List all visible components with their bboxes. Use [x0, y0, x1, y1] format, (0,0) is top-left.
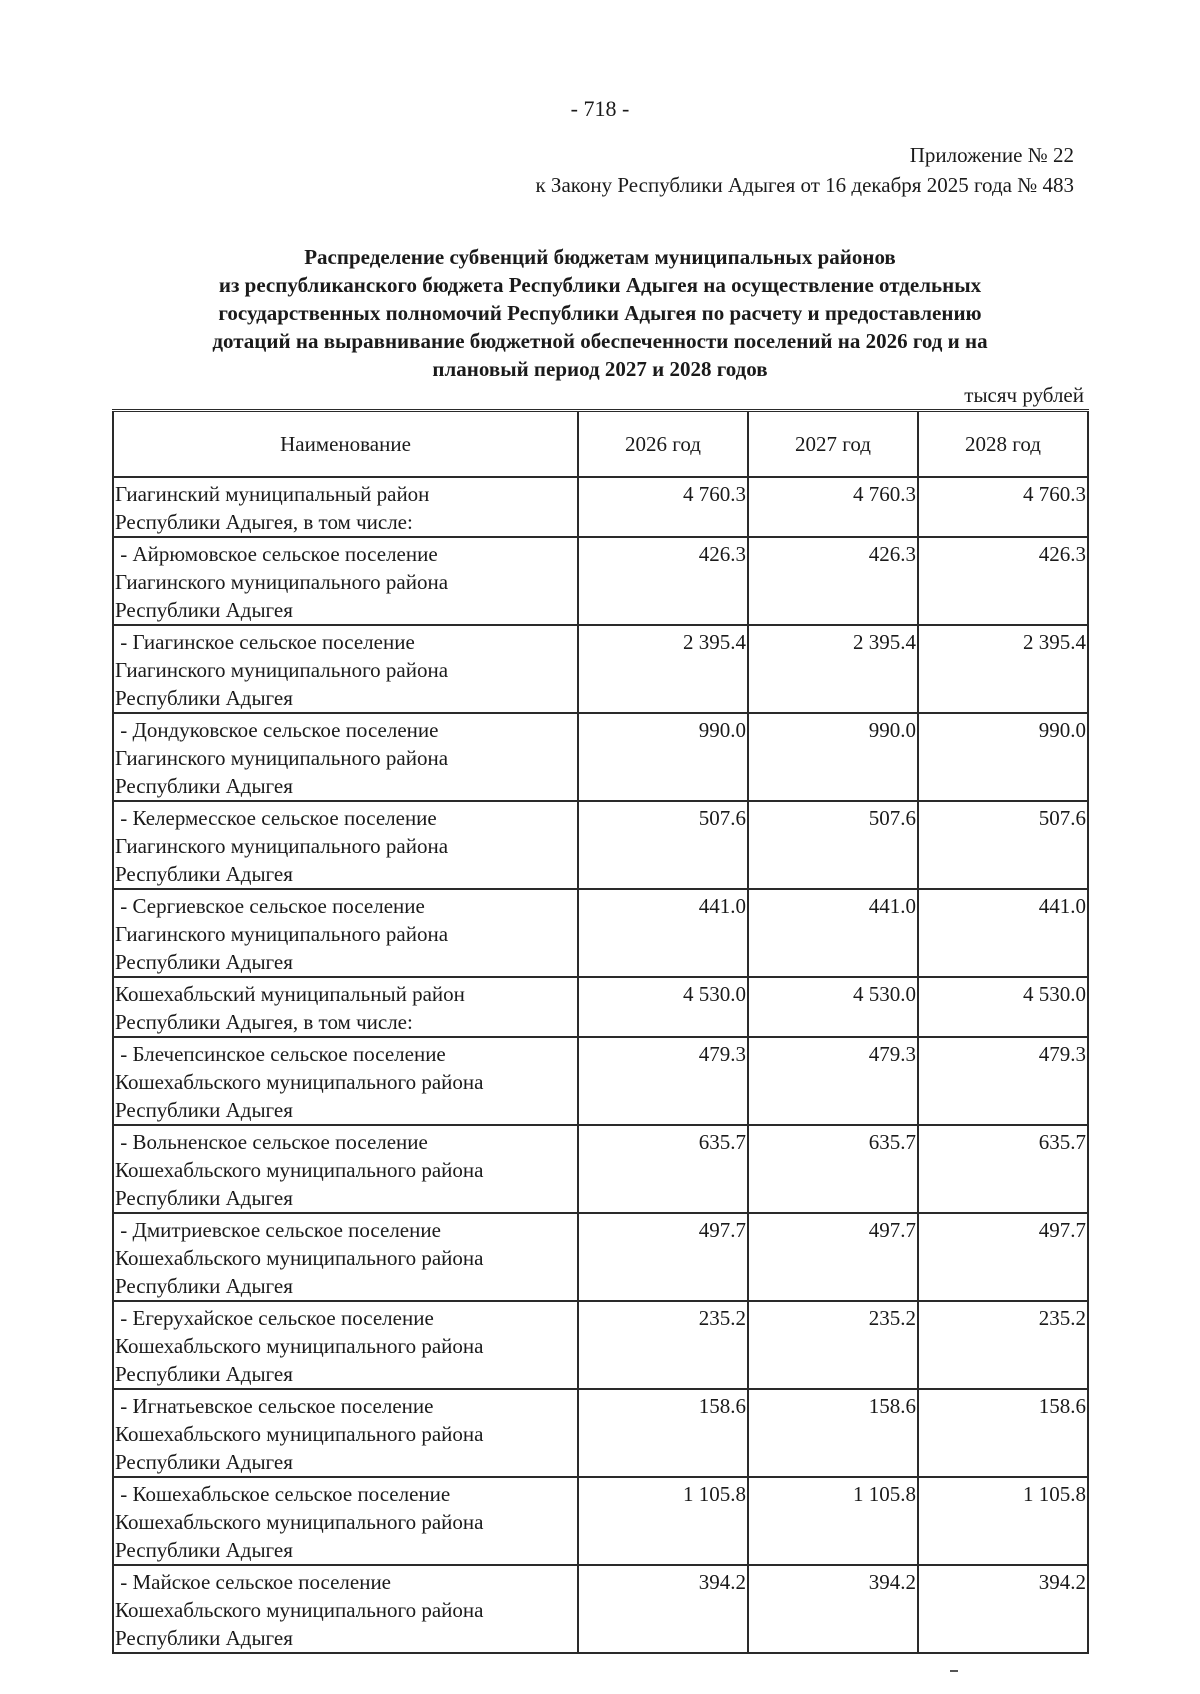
cell-name-line: Кошехабльского муниципального района	[115, 1510, 484, 1534]
table-row-settlement	[113, 1037, 1088, 1125]
table-body	[113, 477, 1088, 1653]
table-row-settlement	[113, 889, 1088, 977]
title-line: из республиканского бюджета Республики Адыгея на осуществление отдельных	[218, 273, 982, 297]
cell-name	[113, 1301, 578, 1389]
cell-name-line: - Келермесское сельское поселение	[115, 806, 437, 830]
cell-name	[113, 537, 578, 625]
cell-name-line: Кошехабльский муниципальный район	[115, 982, 465, 1006]
cell-name-line: Республики Адыгея	[115, 1450, 293, 1474]
cell-value-2026: 4 530.0	[578, 977, 748, 1037]
cell-value-2027: 394.2	[748, 1565, 918, 1653]
cell-name	[113, 1565, 578, 1653]
table-row-district	[113, 477, 1088, 537]
cell-value-2027: 635.7	[748, 1125, 918, 1213]
cell-value-2027: 235.2	[748, 1301, 918, 1389]
header-2027: 2027 год	[748, 411, 918, 478]
cell-name-line: Республики Адыгея	[115, 1362, 293, 1386]
appendix-number: Приложение № 22	[909, 143, 1074, 167]
cell-name-line: Республики Адыгея	[115, 950, 293, 974]
cell-value-2027: 426.3	[748, 537, 918, 625]
cell-name	[113, 1389, 578, 1477]
budget-table-container	[112, 409, 1088, 1654]
cell-value-2026: 479.3	[578, 1037, 748, 1125]
cell-value-2027: 1 105.8	[748, 1477, 918, 1565]
cell-name	[113, 1037, 578, 1125]
cell-value-2027: 4 760.3	[748, 477, 918, 537]
unit-label: тысяч рублей	[964, 383, 1084, 407]
cell-name-line: - Кошехабльское сельское поселение	[115, 1482, 451, 1506]
cell-value-2026: 158.6	[578, 1389, 748, 1477]
cell-value-2027: 158.6	[748, 1389, 918, 1477]
cell-value-2028: 635.7	[918, 1125, 1088, 1213]
cell-name-line: Кошехабльского муниципального района	[115, 1598, 484, 1622]
cell-name-line: - Егерухайское сельское поселение	[115, 1306, 434, 1330]
cell-name-line: Республики Адыгея	[115, 686, 293, 710]
cell-name-line: - Айрюмовское сельское поселение	[115, 542, 438, 566]
cell-name-line: - Блечепсинское сельское поселение	[115, 1042, 446, 1066]
cell-value-2026: 2 395.4	[578, 625, 748, 713]
cell-value-2026: 394.2	[578, 1565, 748, 1653]
cell-value-2027: 441.0	[748, 889, 918, 977]
cell-name	[113, 1477, 578, 1565]
cell-name	[113, 801, 578, 889]
cell-value-2026: 441.0	[578, 889, 748, 977]
title-line: дотаций на выравнивание бюджетной обеспеченности поселений на 2026 год и на	[212, 329, 988, 353]
table-row-settlement	[113, 1213, 1088, 1301]
document-title	[120, 243, 1080, 383]
cell-name-line: Кошехабльского муниципального района	[115, 1158, 484, 1182]
table-row-settlement	[113, 625, 1088, 713]
cell-value-2028: 507.6	[918, 801, 1088, 889]
cell-name-line: - Игнатьевское сельское поселение	[115, 1394, 434, 1418]
cell-name-line: Республики Адыгея	[115, 598, 293, 622]
cell-value-2028: 990.0	[918, 713, 1088, 801]
cell-name-line: Республики Адыгея	[115, 774, 293, 798]
cell-name-line: - Гиагинское сельское поселение	[115, 630, 415, 654]
table-row-settlement	[113, 1301, 1088, 1389]
cell-value-2026: 235.2	[578, 1301, 748, 1389]
cell-name-line: Гиагинского муниципального района	[115, 658, 449, 682]
table-row-settlement	[113, 1477, 1088, 1565]
cell-name-line: Гиагинский муниципальный район	[115, 482, 430, 506]
cell-value-2026: 497.7	[578, 1213, 748, 1301]
cell-name	[113, 1125, 578, 1213]
cell-value-2028: 426.3	[918, 537, 1088, 625]
table-row-settlement	[113, 1389, 1088, 1477]
cell-value-2028: 235.2	[918, 1301, 1088, 1389]
cell-value-2028: 4 530.0	[918, 977, 1088, 1037]
table-header-row	[113, 411, 1088, 478]
cell-name	[113, 889, 578, 977]
cell-value-2027: 479.3	[748, 1037, 918, 1125]
table-row-settlement	[113, 801, 1088, 889]
cell-name	[113, 477, 578, 537]
appendix-law-reference: к Закону Республики Адыгея от 16 декабря 2025 года № 483	[535, 173, 1074, 197]
cell-value-2026: 990.0	[578, 713, 748, 801]
cell-value-2027: 4 530.0	[748, 977, 918, 1037]
cell-name-line: Кошехабльского муниципального района	[115, 1334, 484, 1358]
cell-name-line: Гиагинского муниципального района	[115, 746, 449, 770]
cell-name-line: Кошехабльского муниципального района	[115, 1070, 484, 1094]
table-row-settlement	[113, 1565, 1088, 1653]
cell-value-2026: 635.7	[578, 1125, 748, 1213]
cell-name-line: Гиагинского муниципального района	[115, 922, 449, 946]
cell-name-line: Республики Адыгея	[115, 862, 293, 886]
cell-value-2028: 1 105.8	[918, 1477, 1088, 1565]
cell-name-line: - Сергиевское сельское поселение	[115, 894, 425, 918]
cell-name-line: - Майское сельское поселение	[115, 1570, 392, 1594]
cell-value-2028: 2 395.4	[918, 625, 1088, 713]
cell-value-2028: 158.6	[918, 1389, 1088, 1477]
cell-name-line: - Вольненское сельское поселение	[115, 1130, 428, 1154]
cell-name-line: Республики Адыгея, в том числе:	[115, 510, 413, 534]
table-row-settlement	[113, 713, 1088, 801]
table-row-settlement	[113, 537, 1088, 625]
cell-name	[113, 625, 578, 713]
cell-value-2027: 2 395.4	[748, 625, 918, 713]
title-line: государственных полномочий Республики Адыгея по расчету и предоставлению	[218, 301, 982, 325]
cell-value-2028: 497.7	[918, 1213, 1088, 1301]
cell-name	[113, 1213, 578, 1301]
cell-name-line: Гиагинского муниципального района	[115, 570, 449, 594]
title-line: Распределение субвенций бюджетам муниципальных районов	[304, 245, 896, 269]
cell-value-2027: 990.0	[748, 713, 918, 801]
cell-name	[113, 977, 578, 1037]
cell-name-line: Кошехабльского муниципального района	[115, 1422, 484, 1446]
cell-value-2026: 426.3	[578, 537, 748, 625]
cell-value-2027: 507.6	[748, 801, 918, 889]
cell-name-line: Кошехабльского муниципального района	[115, 1246, 484, 1270]
title-line: плановый период 2027 и 2028 годов	[432, 357, 768, 381]
cell-name-line: Республики Адыгея	[115, 1186, 293, 1210]
cell-value-2027: 497.7	[748, 1213, 918, 1301]
table-row-settlement	[113, 1125, 1088, 1213]
cell-value-2026: 507.6	[578, 801, 748, 889]
budget-table	[112, 409, 1089, 1654]
cell-name-line: Республики Адыгея	[115, 1098, 293, 1122]
cell-value-2028: 394.2	[918, 1565, 1088, 1653]
page-number: - 718 -	[570, 96, 630, 121]
cell-name-line: - Дмитриевское сельское поселение	[115, 1218, 441, 1242]
header-2028: 2028 год	[918, 411, 1088, 478]
header-2026: 2026 год	[578, 411, 748, 478]
cell-name-line: - Дондуковское сельское поселение	[115, 718, 439, 742]
cell-value-2026: 1 105.8	[578, 1477, 748, 1565]
cell-value-2028: 441.0	[918, 889, 1088, 977]
cell-name	[113, 713, 578, 801]
appendix-reference	[535, 140, 1074, 200]
header-name: Наименование	[113, 411, 578, 478]
scan-mark	[950, 1670, 958, 1672]
cell-value-2026: 4 760.3	[578, 477, 748, 537]
cell-name-line: Республики Адыгея	[115, 1626, 293, 1650]
cell-name-line: Республики Адыгея, в том числе:	[115, 1010, 413, 1034]
cell-name-line: Гиагинского муниципального района	[115, 834, 449, 858]
cell-name-line: Республики Адыгея	[115, 1274, 293, 1298]
cell-value-2028: 479.3	[918, 1037, 1088, 1125]
cell-value-2028: 4 760.3	[918, 477, 1088, 537]
table-row-district	[113, 977, 1088, 1037]
cell-name-line: Республики Адыгея	[115, 1538, 293, 1562]
